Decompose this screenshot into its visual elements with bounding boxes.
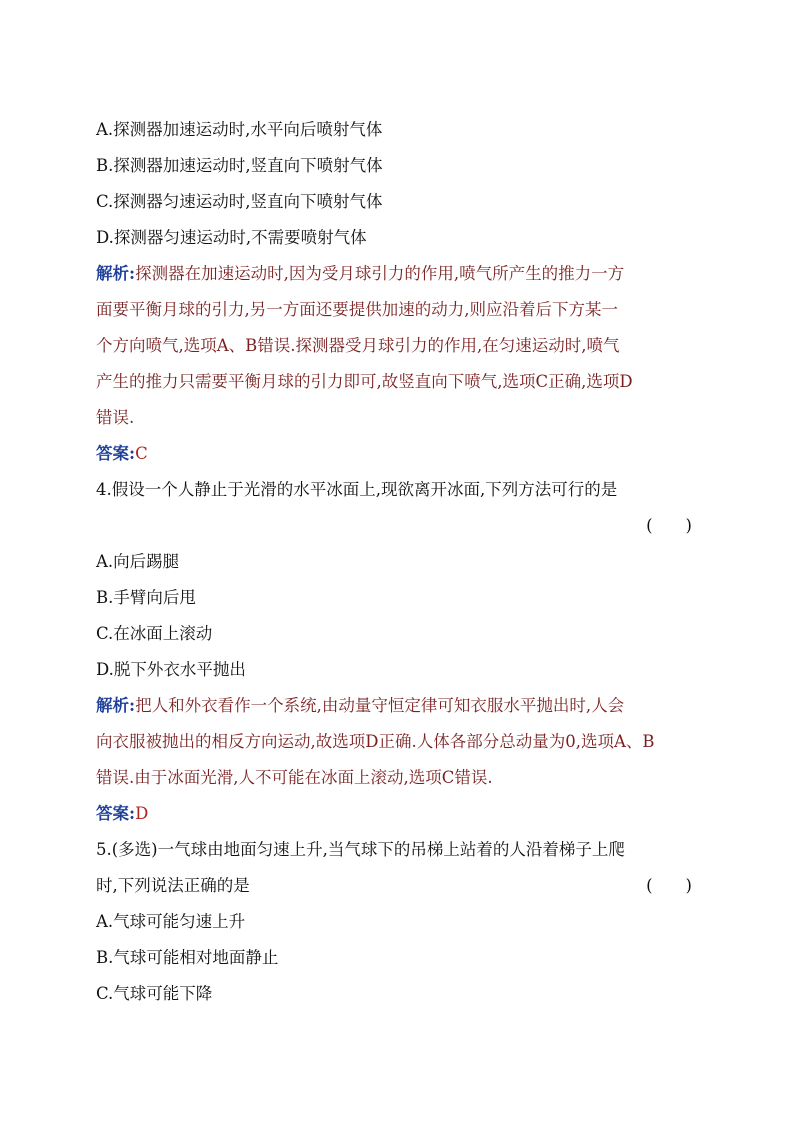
q3-explanation-label: 解析: [96, 264, 136, 283]
q4-explanation-line: 错误.由于冰面光滑,人不可能在冰面上滚动,选项C错误. [96, 768, 493, 787]
q4-stem: 4.假设一个人静止于光滑的水平冰面上,现欲离开冰面,下列方法可行的是 [96, 480, 618, 499]
q3-explanation-line: 错误. [96, 408, 135, 427]
q3-option-d: D.探测器匀速运动时,不需要喷射气体 [96, 228, 367, 247]
q3-explanation-line: 面要平衡月球的引力,另一方面还要提供加速的动力,则应沿着后下方某一 [96, 300, 618, 319]
q4-option-d: D.脱下外衣水平抛出 [96, 660, 246, 679]
q5-stem-line2: 时,下列说法正确的是 [96, 876, 250, 895]
q4-explanation-label: 解析: [96, 696, 136, 715]
q4-answer-blank: ( ) [646, 516, 692, 535]
q3-answer [96, 436, 706, 472]
q3-answer-value: C [135, 444, 148, 463]
q4-answer-value: D [135, 804, 149, 823]
q5-answer-blank: ( ) [646, 876, 692, 895]
q4-option-b: B.手臂向后甩 [96, 588, 196, 607]
q3-explanation-line: 探测器在加速运动时,因为受月球引力的作用,喷气所产生的推力一方 [135, 264, 625, 283]
q3-explanation [96, 256, 706, 436]
q4-explanation [96, 688, 706, 796]
q5-option-a: A.气球可能匀速上升 [96, 912, 246, 931]
q5-option-c: C.气球可能下降 [96, 984, 213, 1003]
q4-answer-label: 答案: [96, 804, 136, 823]
q3-answer-label: 答案: [96, 444, 136, 463]
q3-option-b: B.探测器加速运动时,竖直向下喷射气体 [96, 156, 383, 175]
q4-option-c: C.在冰面上滚动 [96, 624, 213, 643]
q5-stem-line1: 5.(多选)一气球由地面匀速上升,当气球下的吊梯上站着的人沿着梯子上爬 [96, 840, 625, 859]
q5-option-b: B.气球可能相对地面静止 [96, 948, 279, 967]
q3-option-a: A.探测器加速运动时,水平向后喷射气体 [96, 120, 383, 139]
q3-option-c: C.探测器匀速运动时,竖直向下喷射气体 [96, 192, 383, 211]
q5-stem-line2-row [96, 868, 706, 904]
q4-option-a: A.向后踢腿 [96, 552, 180, 571]
document-page [96, 112, 706, 1012]
q4-answer [96, 796, 706, 832]
q3-explanation-line: 产生的推力只需要平衡月球的引力即可,故竖直向下喷气,选项C正确,选项D [96, 372, 633, 391]
q3-explanation-line: 个方向喷气,选项A、B错误.探测器受月球引力的作用,在匀速运动时,喷气 [96, 336, 620, 355]
q4-explanation-line: 向衣服被抛出的相反方向运动,故选项D正确.人体各部分总动量为0,选项A、B [96, 732, 655, 751]
q4-explanation-line: 把人和外衣看作一个系统,由动量守恒定律可知衣服水平抛出时,人会 [135, 696, 625, 715]
